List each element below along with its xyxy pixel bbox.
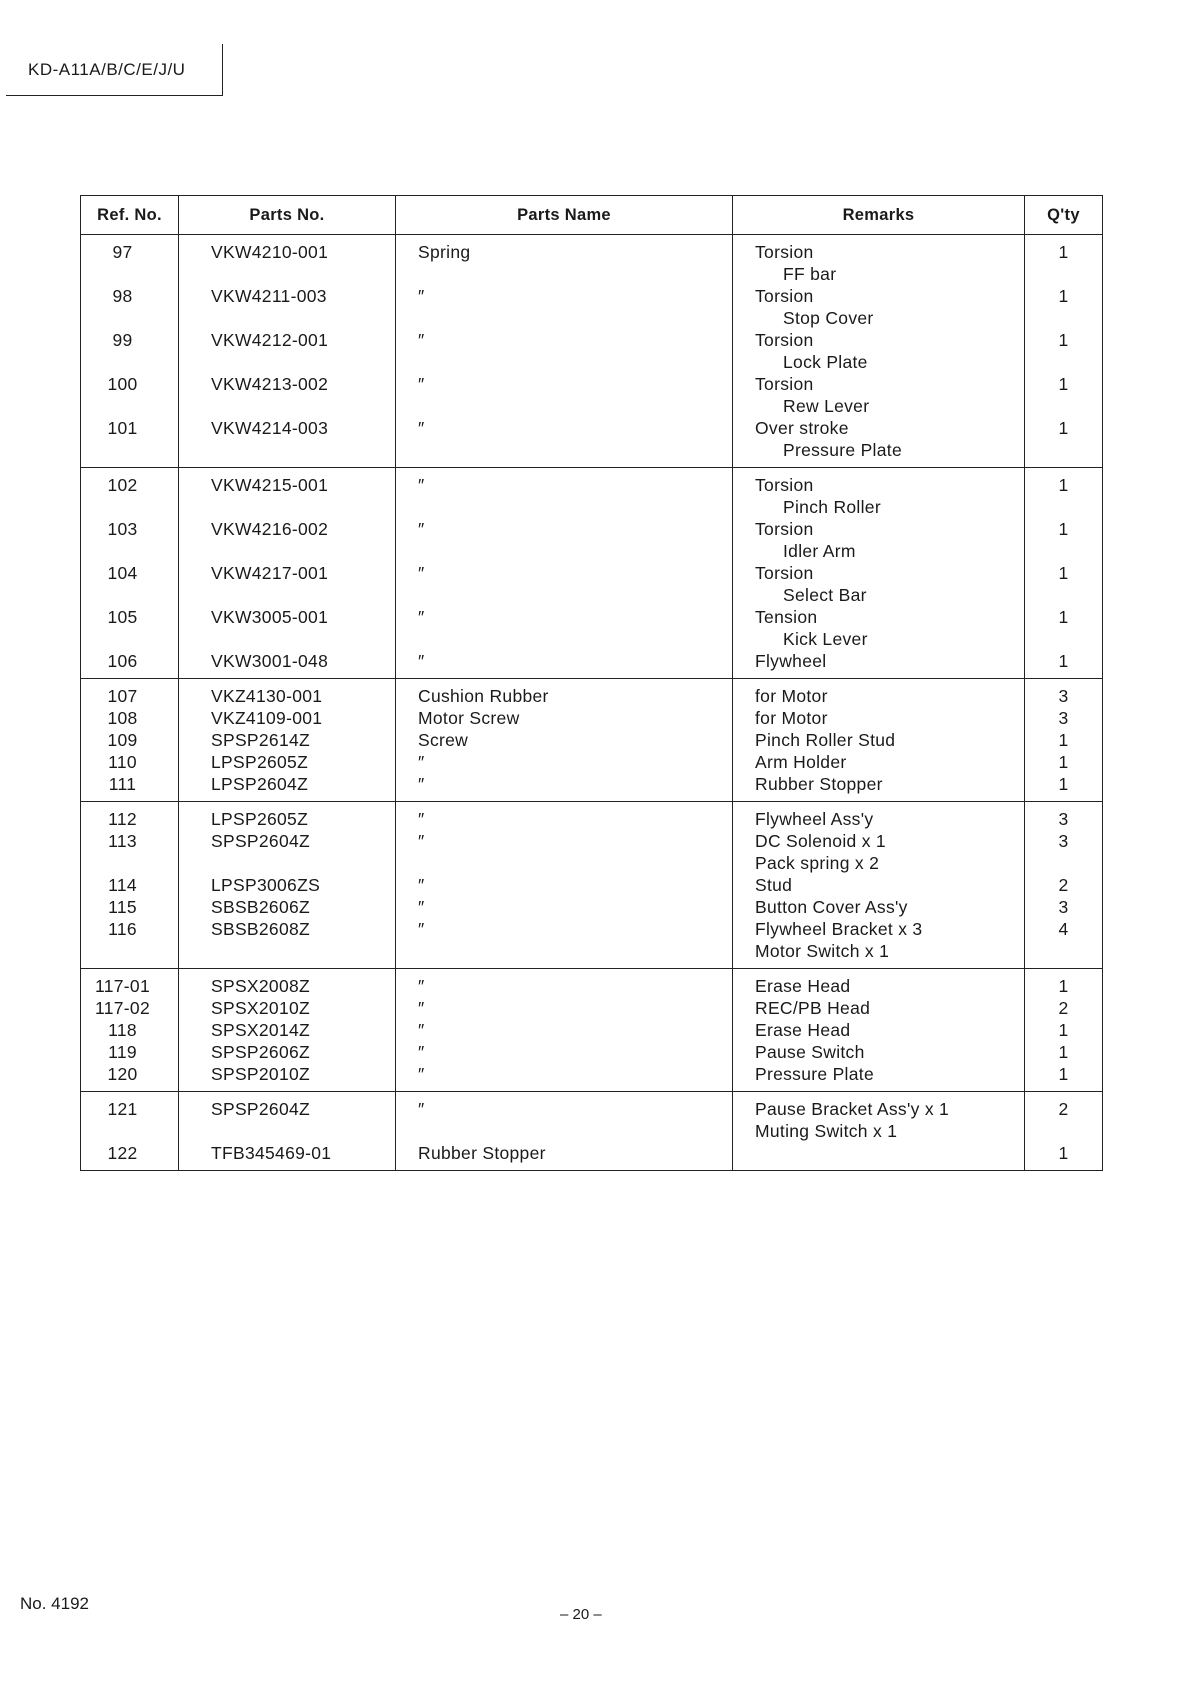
col-header-remarks: Remarks xyxy=(733,196,1025,235)
blank-line xyxy=(179,1120,395,1142)
blank-line xyxy=(1025,940,1102,962)
ref-number: 102 xyxy=(107,475,138,495)
quantity: 1 xyxy=(1058,976,1069,996)
remarks-cell xyxy=(733,468,1025,679)
part-number: SPSP2606Z xyxy=(211,1042,311,1062)
blank-line xyxy=(81,496,178,518)
part-number: VKW4217-001 xyxy=(211,563,329,583)
ref-number: 100 xyxy=(107,374,138,394)
part-name: ″ xyxy=(418,1064,425,1084)
part-name: ″ xyxy=(418,651,425,671)
ref-number: 119 xyxy=(108,1042,137,1062)
quantity: 3 xyxy=(1058,708,1069,728)
part-name: ″ xyxy=(418,774,425,794)
ref-number: 117-01 xyxy=(95,976,150,996)
remarks-cell xyxy=(733,1092,1025,1171)
part-name: Cushion Rubber xyxy=(418,686,549,706)
blank-line xyxy=(179,439,395,461)
blank-line xyxy=(179,628,395,650)
part-name: ″ xyxy=(418,875,425,895)
table-row xyxy=(81,468,1103,679)
remark-text: Flywheel xyxy=(755,651,827,671)
remark-text: Muting Switch x 1 xyxy=(755,1121,898,1141)
part-number: VKW3005-001 xyxy=(211,607,329,627)
ref-number: 118 xyxy=(108,1020,137,1040)
part-name: Motor Screw xyxy=(418,708,520,728)
blank-line xyxy=(1025,439,1102,461)
quantity: 1 xyxy=(1058,475,1069,495)
parts-list-table xyxy=(80,195,1103,1171)
blank-line xyxy=(179,496,395,518)
blank-line xyxy=(81,263,178,285)
remark-text: Flywheel Ass'y xyxy=(755,809,874,829)
part-number: VKW4210-001 xyxy=(211,242,329,262)
remark-text: Tension xyxy=(755,607,818,627)
remark-text: Torsion xyxy=(755,242,814,262)
table-group xyxy=(81,969,1103,1092)
part-number: VKZ4130-001 xyxy=(211,686,323,706)
col-header-ref: Ref. No. xyxy=(81,196,179,235)
remark-text: Torsion xyxy=(755,563,814,583)
ref-cell xyxy=(81,468,179,679)
ref-cell xyxy=(81,235,179,468)
blank-line xyxy=(396,940,732,962)
part-number: TFB345469-01 xyxy=(211,1143,332,1163)
ref-number: 107 xyxy=(107,686,138,706)
remark-text: for Motor xyxy=(755,686,828,706)
remarks-cell xyxy=(733,679,1025,802)
quantity: 3 xyxy=(1058,809,1069,829)
blank-line xyxy=(733,1142,1024,1164)
blank-line xyxy=(396,351,732,373)
remark-text: Pressure Plate xyxy=(783,440,902,460)
remarks-cell xyxy=(733,969,1025,1092)
quantity: 1 xyxy=(1058,1143,1069,1163)
parts-name-cell xyxy=(396,679,733,802)
blank-line xyxy=(396,263,732,285)
ref-number: 97 xyxy=(112,242,133,262)
ref-number: 98 xyxy=(112,286,133,306)
part-number: LPSP2604Z xyxy=(211,774,309,794)
qty-cell xyxy=(1025,969,1103,1092)
part-number: VKZ4109-001 xyxy=(211,708,323,728)
parts-no-cell xyxy=(179,1092,396,1171)
blank-line xyxy=(396,628,732,650)
part-name: ″ xyxy=(418,519,425,539)
remark-text: Erase Head xyxy=(755,1020,851,1040)
part-number: VKW4213-002 xyxy=(211,374,329,394)
qty-cell xyxy=(1025,679,1103,802)
col-header-parts-no: Parts No. xyxy=(179,196,396,235)
remark-text: Torsion xyxy=(755,330,814,350)
qty-cell xyxy=(1025,802,1103,969)
ref-number: 120 xyxy=(107,1064,138,1084)
blank-line xyxy=(396,540,732,562)
blank-line xyxy=(81,395,178,417)
quantity: 1 xyxy=(1058,519,1069,539)
blank-line xyxy=(1025,496,1102,518)
table-group xyxy=(81,1092,1103,1171)
ref-cell xyxy=(81,679,179,802)
parts-no-cell xyxy=(179,468,396,679)
ref-number: 101 xyxy=(107,418,138,438)
remark-text: for Motor xyxy=(755,708,828,728)
quantity: 1 xyxy=(1058,752,1069,772)
quantity: 1 xyxy=(1058,1042,1069,1062)
ref-number: 108 xyxy=(107,708,138,728)
blank-line xyxy=(179,584,395,606)
ref-cell xyxy=(81,969,179,1092)
remark-text: Pinch Roller Stud xyxy=(755,730,896,750)
parts-no-cell xyxy=(179,802,396,969)
part-number: LPSP2605Z xyxy=(211,809,309,829)
part-name: Rubber Stopper xyxy=(418,1143,546,1163)
remark-text: Arm Holder xyxy=(755,752,847,772)
blank-line xyxy=(1025,852,1102,874)
blank-line xyxy=(179,307,395,329)
blank-line xyxy=(179,395,395,417)
col-header-qty: Q'ty xyxy=(1025,196,1103,235)
table-group xyxy=(81,802,1103,969)
blank-line xyxy=(396,395,732,417)
blank-line xyxy=(1025,263,1102,285)
blank-line xyxy=(81,307,178,329)
ref-number: 106 xyxy=(107,651,138,671)
quantity: 1 xyxy=(1058,330,1069,350)
quantity: 1 xyxy=(1058,1064,1069,1084)
blank-line xyxy=(396,1120,732,1142)
blank-line xyxy=(396,496,732,518)
part-name: ″ xyxy=(418,897,425,917)
part-name: ″ xyxy=(418,374,425,394)
ref-number: 99 xyxy=(112,330,133,350)
document-number: No. 4192 xyxy=(20,1594,89,1613)
ref-number: 115 xyxy=(108,897,137,917)
remark-text: REC/PB Head xyxy=(755,998,871,1018)
ref-number: 117-02 xyxy=(95,998,150,1018)
blank-line xyxy=(396,439,732,461)
quantity: 4 xyxy=(1058,919,1069,939)
remarks-cell xyxy=(733,235,1025,468)
blank-line xyxy=(1025,307,1102,329)
part-name: ″ xyxy=(418,418,425,438)
part-number: SPSX2010Z xyxy=(211,998,311,1018)
quantity: 1 xyxy=(1058,651,1069,671)
part-number: VKW4214-003 xyxy=(211,418,329,438)
remark-text: Lock Plate xyxy=(783,352,868,372)
qty-cell xyxy=(1025,468,1103,679)
remark-text: Idler Arm xyxy=(783,541,856,561)
part-name: ″ xyxy=(418,1099,425,1119)
remark-text: Torsion xyxy=(755,475,814,495)
part-name: ″ xyxy=(418,976,425,996)
blank-line xyxy=(1025,395,1102,417)
remark-text: Over stroke xyxy=(755,418,849,438)
table-row xyxy=(81,802,1103,969)
part-number: SPSX2014Z xyxy=(211,1020,311,1040)
page-number: – 20 – xyxy=(560,1606,602,1623)
part-name: ″ xyxy=(418,286,425,306)
table-row xyxy=(81,679,1103,802)
blank-line xyxy=(179,940,395,962)
table-group xyxy=(81,679,1103,802)
remark-text: Rew Lever xyxy=(783,396,870,416)
remark-text: Kick Lever xyxy=(783,629,868,649)
blank-line xyxy=(81,439,178,461)
remark-text: Pack spring x 2 xyxy=(755,853,880,873)
table-row xyxy=(81,1092,1103,1171)
part-name: ″ xyxy=(418,330,425,350)
table-group xyxy=(81,468,1103,679)
ref-number: 113 xyxy=(108,831,137,851)
blank-line xyxy=(1025,1120,1102,1142)
part-number: SPSP2010Z xyxy=(211,1064,311,1084)
blank-line xyxy=(81,852,178,874)
model-number: KD-A11A/B/C/E/J/U xyxy=(28,60,186,79)
qty-cell xyxy=(1025,235,1103,468)
remark-text: Torsion xyxy=(755,519,814,539)
remark-text: Pressure Plate xyxy=(755,1064,874,1084)
quantity: 3 xyxy=(1058,831,1069,851)
blank-line xyxy=(81,940,178,962)
parts-name-cell xyxy=(396,1092,733,1171)
blank-line xyxy=(1025,540,1102,562)
part-name: ″ xyxy=(418,607,425,627)
remark-text: Flywheel Bracket x 3 xyxy=(755,919,923,939)
table-row xyxy=(81,969,1103,1092)
part-number: SBSB2608Z xyxy=(211,919,311,939)
parts-name-cell xyxy=(396,969,733,1092)
part-number: SPSP2604Z xyxy=(211,1099,311,1119)
quantity: 1 xyxy=(1058,563,1069,583)
table-row xyxy=(81,235,1103,468)
quantity: 1 xyxy=(1058,418,1069,438)
part-name: Screw xyxy=(418,730,469,750)
parts-no-cell xyxy=(179,969,396,1092)
quantity: 2 xyxy=(1058,875,1069,895)
blank-line xyxy=(81,628,178,650)
remark-text: Stud xyxy=(755,875,793,895)
blank-line xyxy=(1025,628,1102,650)
quantity: 1 xyxy=(1058,374,1069,394)
ref-number: 110 xyxy=(108,752,137,772)
ref-number: 111 xyxy=(108,774,137,794)
parts-name-cell xyxy=(396,802,733,969)
part-number: SPSP2614Z xyxy=(211,730,311,750)
blank-line xyxy=(1025,351,1102,373)
quantity: 2 xyxy=(1058,1099,1069,1119)
part-number: VKW4216-002 xyxy=(211,519,329,539)
blank-line xyxy=(396,307,732,329)
quantity: 1 xyxy=(1058,242,1069,262)
remark-text: Pause Switch xyxy=(755,1042,865,1062)
blank-line xyxy=(179,351,395,373)
blank-line xyxy=(1025,584,1102,606)
quantity: 1 xyxy=(1058,607,1069,627)
remark-text: Select Bar xyxy=(783,585,867,605)
parts-no-cell xyxy=(179,679,396,802)
part-name: ″ xyxy=(418,809,425,829)
quantity: 1 xyxy=(1058,286,1069,306)
ref-number: 116 xyxy=(108,919,137,939)
blank-line xyxy=(179,852,395,874)
remark-text: Stop Cover xyxy=(783,308,874,328)
blank-line xyxy=(81,1120,178,1142)
part-name: ″ xyxy=(418,475,425,495)
ref-number: 109 xyxy=(107,730,138,750)
parts-no-cell xyxy=(179,235,396,468)
parts-name-cell xyxy=(396,468,733,679)
parts-name-cell xyxy=(396,235,733,468)
model-header-box xyxy=(6,44,223,96)
part-number: VKW4212-001 xyxy=(211,330,329,350)
part-name: ″ xyxy=(418,998,425,1018)
ref-number: 121 xyxy=(107,1099,138,1119)
quantity: 2 xyxy=(1058,998,1069,1018)
part-name: ″ xyxy=(418,563,425,583)
part-number: LPSP3006ZS xyxy=(211,875,321,895)
remark-text: DC Solenoid x 1 xyxy=(755,831,886,851)
ref-number: 105 xyxy=(107,607,138,627)
remark-text: Pinch Roller xyxy=(783,497,881,517)
part-number: VKW3001-048 xyxy=(211,651,329,671)
part-name: ″ xyxy=(418,1042,425,1062)
blank-line xyxy=(81,540,178,562)
part-number: SPSX2008Z xyxy=(211,976,311,996)
part-name: ″ xyxy=(418,1020,425,1040)
part-number: VKW4215-001 xyxy=(211,475,329,495)
remark-text: Rubber Stopper xyxy=(755,774,883,794)
blank-line xyxy=(396,584,732,606)
remark-text: FF bar xyxy=(783,264,837,284)
remark-text: Torsion xyxy=(755,374,814,394)
blank-line xyxy=(81,584,178,606)
remark-text: Button Cover Ass'y xyxy=(755,897,908,917)
table-group xyxy=(81,235,1103,468)
remark-text: Erase Head xyxy=(755,976,851,996)
blank-line xyxy=(81,351,178,373)
quantity: 3 xyxy=(1058,897,1069,917)
quantity: 3 xyxy=(1058,686,1069,706)
remark-text: Torsion xyxy=(755,286,814,306)
blank-line xyxy=(396,852,732,874)
qty-cell xyxy=(1025,1092,1103,1171)
part-name: ″ xyxy=(418,831,425,851)
remark-text: Motor Switch x 1 xyxy=(755,941,890,961)
ref-number: 104 xyxy=(107,563,138,583)
ref-cell xyxy=(81,1092,179,1171)
ref-cell xyxy=(81,802,179,969)
part-name: Spring xyxy=(418,242,471,262)
blank-line xyxy=(179,540,395,562)
quantity: 1 xyxy=(1058,774,1069,794)
quantity: 1 xyxy=(1058,1020,1069,1040)
part-name: ″ xyxy=(418,752,425,772)
blank-line xyxy=(179,263,395,285)
col-header-parts-name: Parts Name xyxy=(396,196,733,235)
table-header-row xyxy=(81,196,1103,235)
ref-number: 112 xyxy=(108,809,137,829)
ref-number: 122 xyxy=(107,1143,138,1163)
remarks-cell xyxy=(733,802,1025,969)
part-number: SPSP2604Z xyxy=(211,831,311,851)
ref-number: 103 xyxy=(107,519,138,539)
remark-text: Pause Bracket Ass'y x 1 xyxy=(755,1099,950,1119)
ref-number: 114 xyxy=(108,875,137,895)
quantity: 1 xyxy=(1058,730,1069,750)
part-number: SBSB2606Z xyxy=(211,897,311,917)
part-name: ″ xyxy=(418,919,425,939)
part-number: LPSP2605Z xyxy=(211,752,309,772)
part-number: VKW4211-003 xyxy=(211,286,327,306)
